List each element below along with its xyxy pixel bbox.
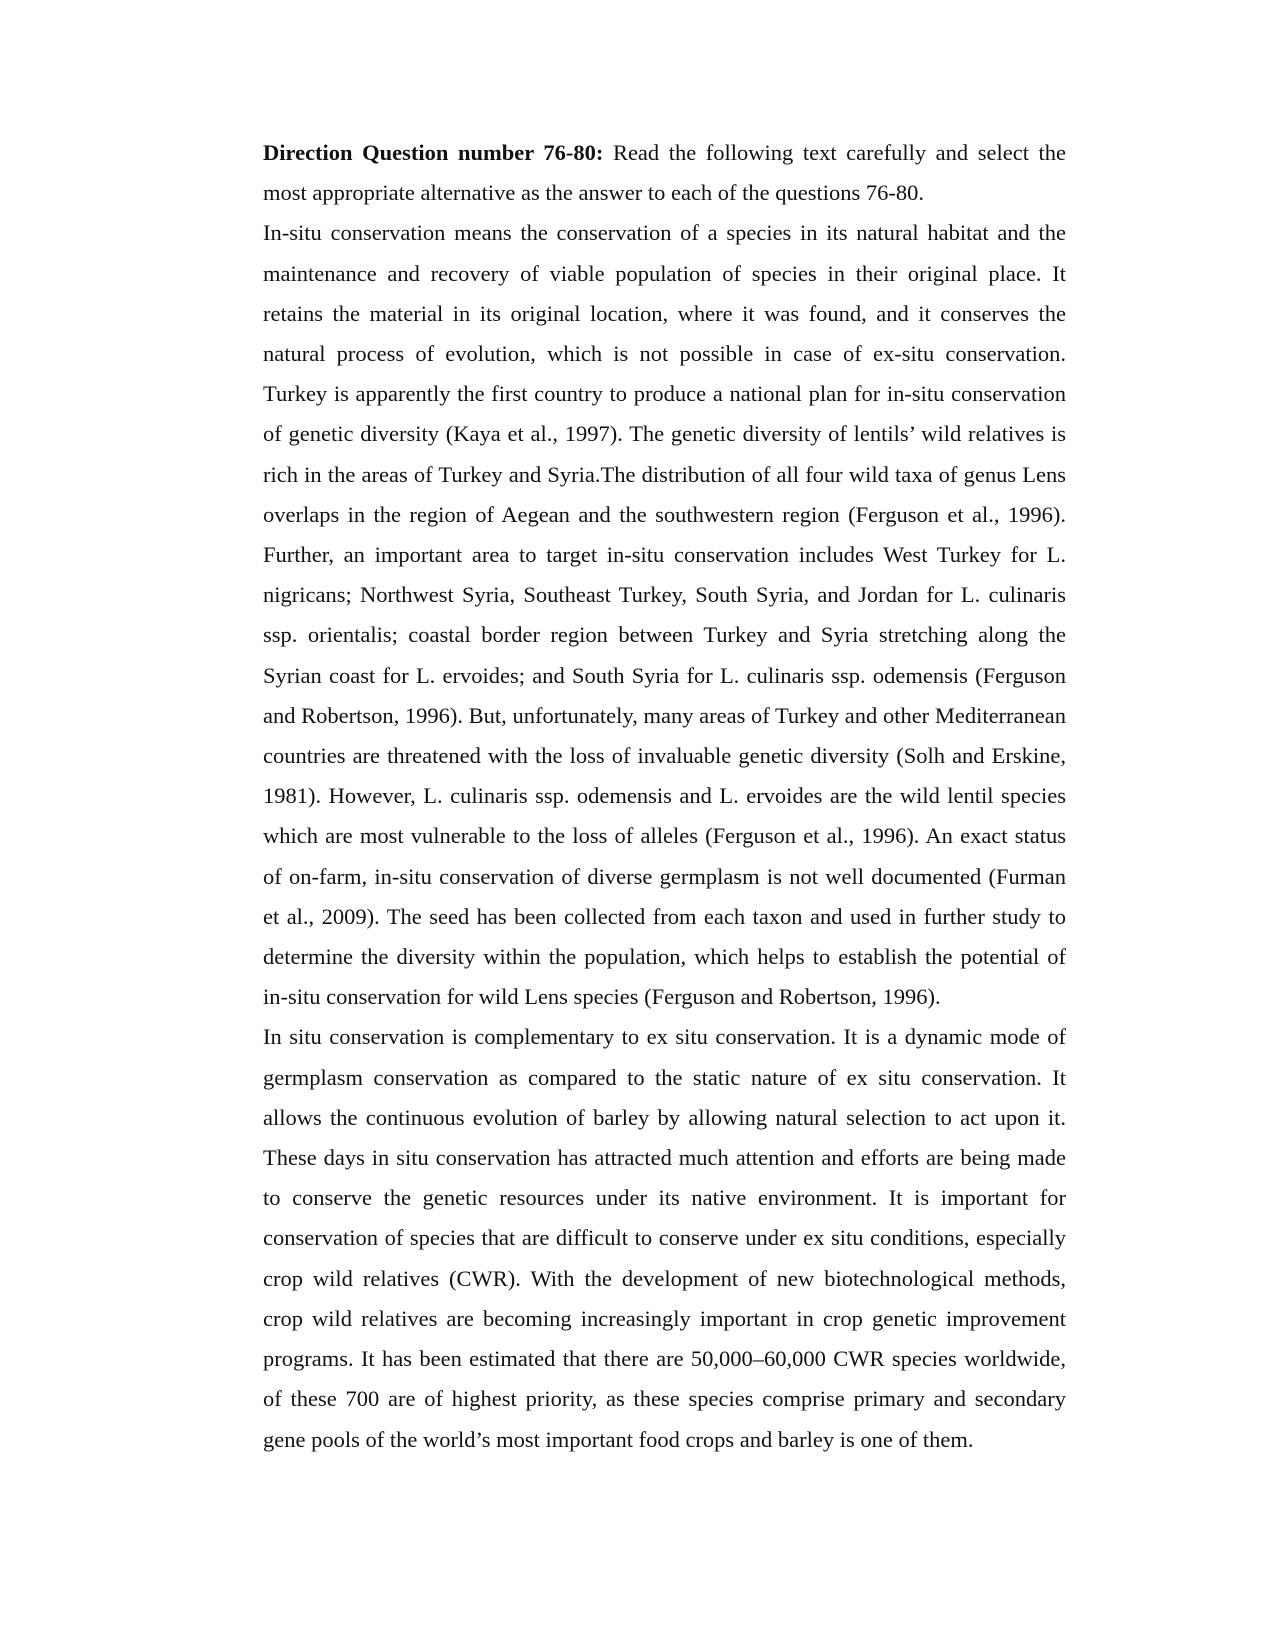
body-paragraph-in-situ-barley: In situ conservation is complementary to ex situ conservation. It is a dynamic mode of germplasm conservation as compared to the static nature of ex situ conservation. It allows the continuous evolution of barley by allowing natural selection to act upon it. These days in situ conservation has attracted much attention and efforts are being made to conserve the genetic resources under its native environment. It is important for conservation of species that are difficult to conserve under ex situ conditions, especially crop wild relatives (CWR). With the development of new biotechnological methods, crop wild relatives are becoming increasingly important in crop genetic improvement programs. It has been estimated that there are 50,000–60,000 CWR species worldwide, of these 700 are of highest priority, as these species comprise primary and secondary gene pools of the world’s most important food crops and barley is one of them. — [263, 1024, 1066, 1452]
document-page — [263, 133, 1066, 1460]
body-paragraph-in-situ-lentils: In-situ conservation means the conservation of a species in its natural habitat and the maintenance and recovery of viable population of species in their original place. It retains the material in its original location, where it was found, and it conserves the natural process of evolution, which is not possible in case of ex-situ conservation. Turkey is apparently the first country to produce a national plan for in-situ conservation of genetic diversity (Kaya et al., 1997). The genetic diversity of lentils’ wild relatives is rich in the areas of Turkey and Syria.The distribution of all four wild taxa of genus Lens overlaps in the region of Aegean and the southwestern region (Ferguson et al., 1996). Further, an important area to target in-situ conservation includes West Turkey for L. nigricans; Northwest Syria, Southeast Turkey, South Syria, and Jordan for L. culinaris ssp. orientalis; coastal border region between Turkey and Syria stretching along the Syrian coast for L. ervoides; and South Syria for L. culinaris ssp. odemensis (Ferguson and Robertson, 1996). But, unfortunately, many areas of Turkey and other Mediterranean countries are threatened with the loss of invaluable genetic diversity (Solh and Erskine, 1981). However, L. culinaris ssp. odemensis and L. ervoides are the wild lentil species which are most vulnerable to the loss of alleles (Ferguson et al., 1996). An exact status of on-farm, in-situ conservation of diverse germplasm is not well documented (Furman et al., 2009). The seed has been collected from each taxon and used in further study to determine the diversity within the population, which helps to establish the potential of in-situ conservation for wild Lens species (Ferguson and Robertson, 1996). — [263, 220, 1066, 1010]
direction-text: Read the following text carefully and select the most appropriate alternative as the answer to each of the questions 76-80. — [263, 140, 1067, 206]
direction-label: Direction Question number 76-80: — [263, 140, 604, 165]
direction-paragraph — [263, 133, 1066, 213]
